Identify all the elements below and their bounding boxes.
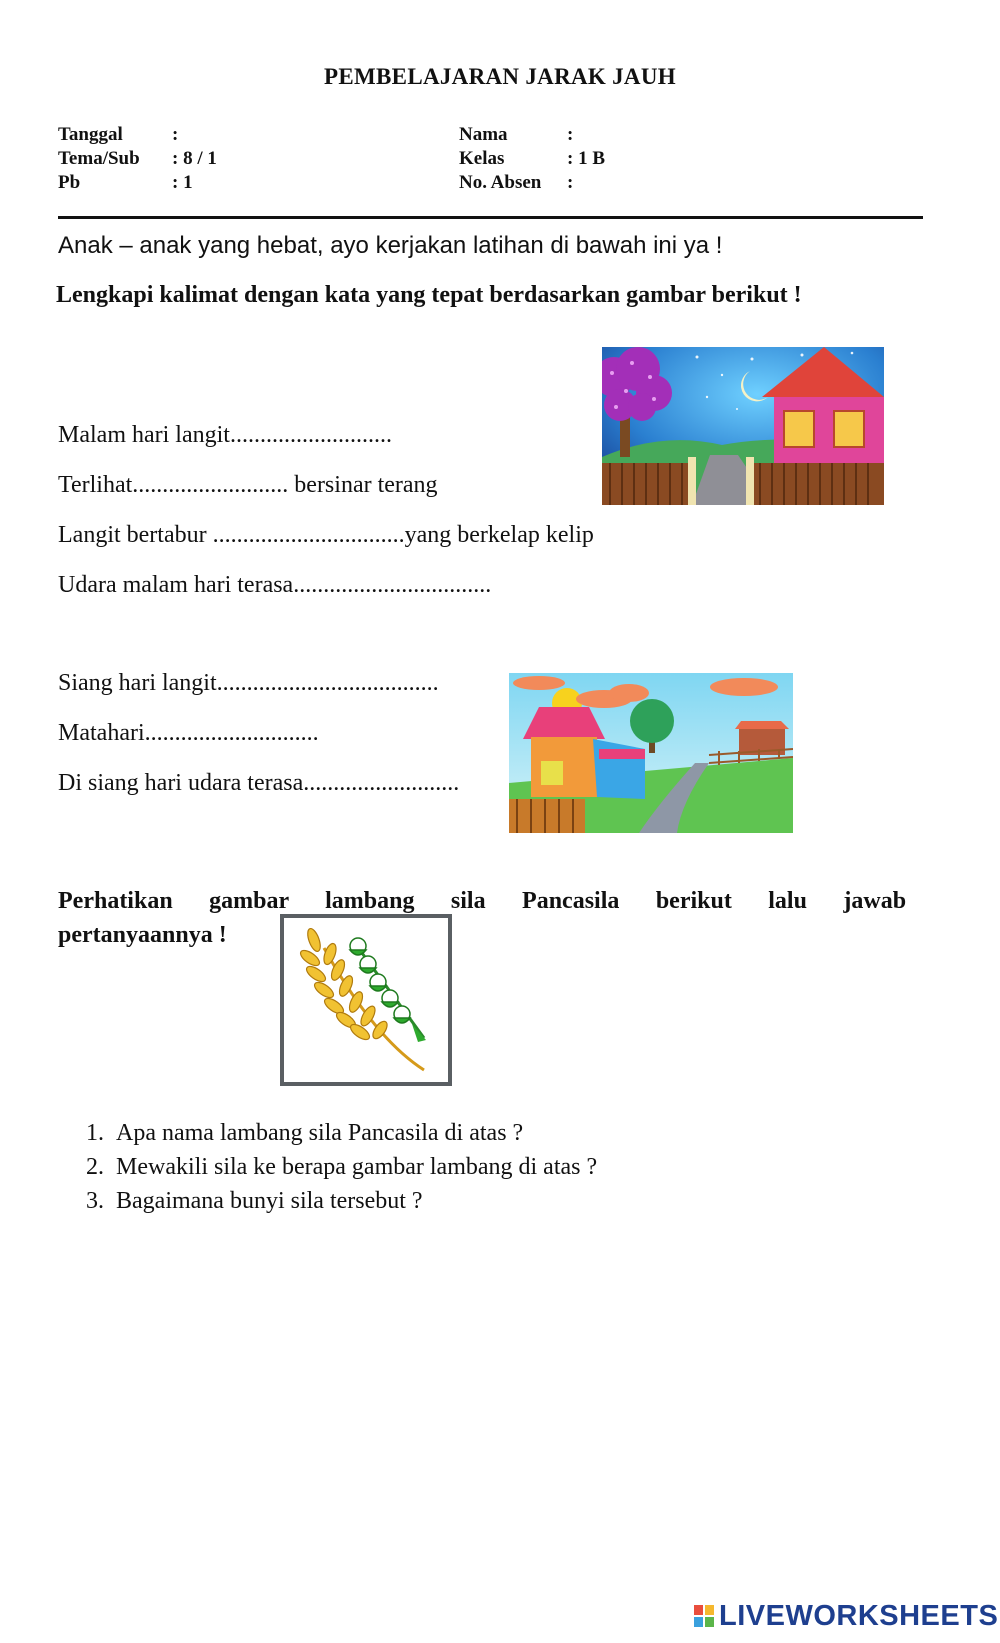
- page-title: PEMBELAJARAN JARAK JAUH: [324, 64, 676, 89]
- question-3: [86, 1188, 423, 1215]
- rice-cotton-emblem-icon: [280, 914, 452, 1086]
- question-number: 1.: [86, 1120, 104, 1146]
- instruction-pancasila-end: pertanyaannya !: [58, 922, 227, 948]
- day-line-1[interactable]: Siang hari langit.....................................: [58, 670, 439, 696]
- instr-word-3: lambang: [325, 888, 415, 914]
- night-line-3[interactable]: Langit bertabur ................................yang berkelap kelip: [58, 522, 594, 548]
- night-line-2[interactable]: Terlihat.......................... bersinar terang: [58, 472, 438, 498]
- label-pb: Pb: [58, 172, 81, 193]
- liveworksheets-wordmark: LIVEWORKSHEETS: [719, 1600, 999, 1632]
- instr-word-6: berikut: [655, 888, 732, 914]
- night-scene-illustration: [602, 347, 884, 505]
- value-pb: : 1: [172, 172, 193, 193]
- label-nama: Nama: [459, 124, 508, 145]
- instr-word-5: Pancasila: [522, 888, 620, 914]
- instruction-pancasila: [58, 888, 906, 915]
- day-line-2[interactable]: Matahari.............................: [58, 720, 319, 746]
- label-tanggal: Tanggal: [58, 124, 123, 145]
- question-text: Mewakili sila ke berapa gambar lambang di atas ?: [116, 1154, 598, 1180]
- instr-word-8: jawab: [843, 888, 907, 914]
- question-text: Apa nama lambang sila Pancasila di atas ?: [116, 1120, 524, 1146]
- label-kelas: Kelas: [459, 148, 505, 169]
- value-nama: :: [567, 124, 574, 145]
- question-1: [86, 1120, 523, 1147]
- question-2: [86, 1154, 597, 1181]
- question-text: Bagaimana bunyi sila tersebut ?: [116, 1188, 423, 1214]
- value-kelas: : 1 B: [567, 148, 605, 169]
- instr-word-2: gambar: [209, 888, 289, 914]
- liveworksheets-logo[interactable]: [694, 1600, 998, 1633]
- header-divider: [58, 216, 923, 219]
- value-tema-sub: : 8 / 1: [172, 148, 217, 169]
- question-number: 2.: [86, 1154, 104, 1180]
- question-number: 3.: [86, 1188, 104, 1214]
- instruction-complete-sentence: Lengkapi kalimat dengan kata yang tepat berdasarkan gambar berikut !: [56, 282, 802, 308]
- instr-word-1: Perhatikan: [58, 888, 173, 914]
- label-no-absen: No. Absen: [459, 172, 542, 193]
- label-tema-sub: Tema/Sub: [58, 148, 140, 169]
- liveworksheets-logo-icon: [694, 1605, 716, 1629]
- value-tanggal: :: [172, 124, 179, 145]
- day-scene-illustration: [509, 673, 793, 833]
- night-line-1[interactable]: Malam hari langit...........................: [58, 422, 392, 448]
- night-line-4[interactable]: Udara malam hari terasa.................................: [58, 572, 492, 598]
- value-no-absen: :: [567, 172, 574, 193]
- day-line-3[interactable]: Di siang hari udara terasa..........................: [58, 770, 460, 796]
- intro-text: Anak – anak yang hebat, ayo kerjakan latihan di bawah ini ya !: [58, 232, 723, 259]
- instr-word-4: sila: [450, 888, 486, 914]
- instr-word-7: lalu: [768, 888, 807, 914]
